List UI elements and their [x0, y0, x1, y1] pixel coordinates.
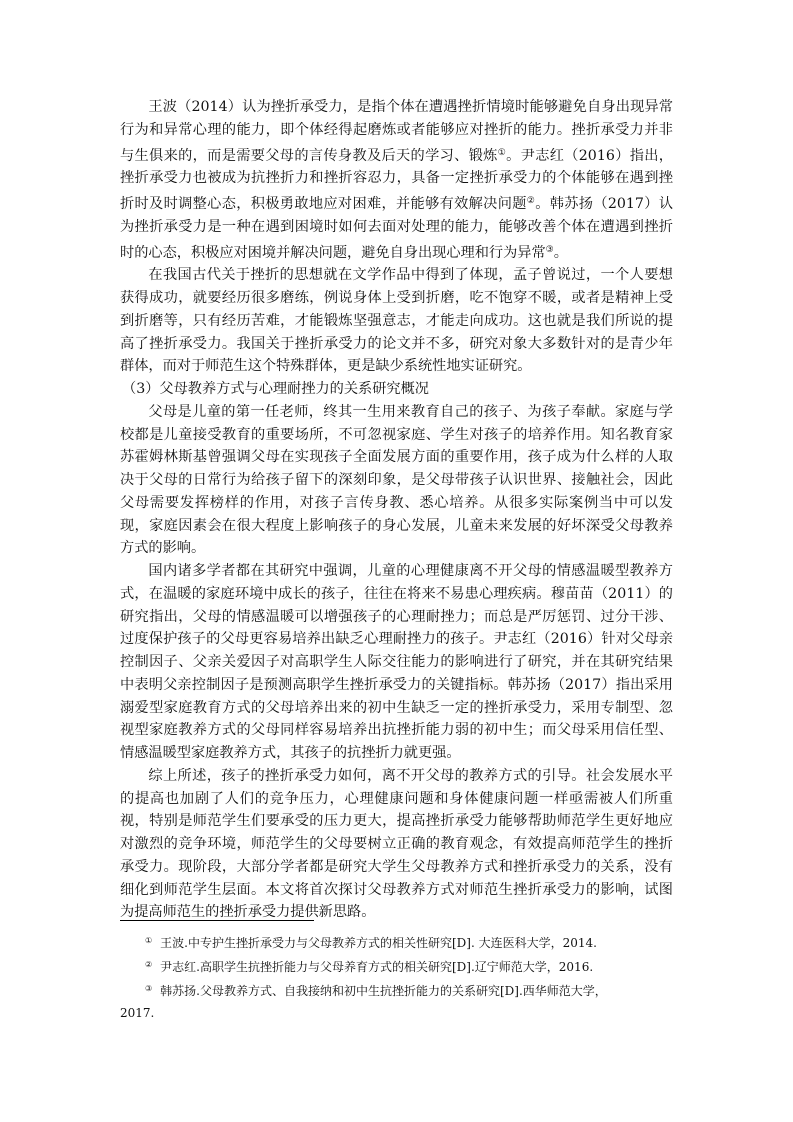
paragraph-1-text-a: 王波（2014）认为挫折承受力，是指个体在遭遇挫折情境时能够避免自身出现异常行为和异常心理的能力，即个体经得起磨炼或者能够应对挫折的能力。挫折承受力并非与生俱来的，而是需要父母的言传身教及后天的学习、锻炼: [120, 99, 673, 164]
paragraph-4: 国内诸多学者都在其研究中强调，儿童的心理健康离不开父母的情感温暖型教养方式，在温暖的家庭环境中成长的孩子，往往在将来不易患心理疾病。穆苗苗（2011）的研究指出，父母的情感温暖可以增强孩子的心理耐挫力；而总是严厉惩罚、过分干涉、过度保护孩子的父母更容易培养出缺乏心理耐挫力的孩子。尹志红（2016）针对父母亲控制因子、父亲关爱因子对高职学生人际交往能力的影响进行了研究，并在其研究结果中表明父亲控制因子是预测高职学生挫折承受力的关键指标。韩苏扬（2017）指出采用溺爱型家庭教育方式的父母培养出来的初中生缺乏一定的挫折承受力，采用专制型、忽视型家庭教养方式的父母同样容易培养出抗挫折能力弱的初中生；而父母采用信任型、情感温暖型家庭教养方式，其孩子的抗挫折力就更强。: [120, 563, 673, 761]
footnote-mark-1: ①: [145, 936, 153, 945]
paragraph-1-text-d: 。: [553, 244, 568, 261]
footnote-text-2: 尹志红.高职学生抗挫折能力与父母养育方式的相关研究[D].辽宁师范大学，2016.: [160, 960, 594, 974]
footnote-ref-1[interactable]: ①: [497, 147, 507, 158]
footnote-ref-3[interactable]: ③: [545, 244, 554, 255]
footnote-3: [120, 978, 673, 1024]
paragraph-1-text-c: 。韩苏扬（2017）认为挫折承受力是一种在遇到困境时如何去面对处理的能力，能够改善个体在遭遇到挫折时的心态，积极应对困境并解决问题，避免自身出现心理和行为异常: [120, 196, 674, 261]
paragraph-1-text-b: 。尹志红（2016）指出，挫折承受力也被成为抗挫折力和挫折容忍力，具备一定挫折承受力的个体能够在遇到挫折时及时调整心态，积极勇敢地应对困难，并能够有效解决问题: [120, 147, 673, 212]
footnote-text-3-continuation: 2017.: [120, 1006, 155, 1020]
footnote-mark-2: ②: [145, 960, 153, 969]
paragraph-1: [120, 96, 673, 264]
footnote-mark-3: ③: [145, 984, 153, 993]
paragraph-3: 父母是儿童的第一任老师，终其一生用来教育自己的孩子、为孩子奉献。家庭与学校都是儿童接受教育的重要场所，不可忽视家庭、学生对孩子的培养作用。知名教育家苏霍姆林斯基曾强调父母在实现孩子全面发展方面的重要作用，孩子成为什么样的人取决于父母的日常行为给孩子留下的深刻印象，是父母带孩子认识世界、接触社会，因此父母需要发挥榜样的作用，对孩子言传身教、悉心培养。从很多实际案例当中可以发现，家庭因素会在很大程度上影响孩子的身心发展，儿童未来发展的好坏深受父母教养方式的影响。: [120, 403, 673, 557]
footnotes: [120, 930, 673, 1024]
footnote-ref-2[interactable]: ②: [526, 196, 536, 206]
footnote-1: [120, 930, 673, 954]
footnote-text-3: 韩苏扬.父母教养方式、自我接纳和初中生抗挫折能力的关系研究[D].西华师范大学，: [160, 984, 607, 998]
main-body-text: [120, 96, 673, 924]
paragraph-5: 综上所述，孩子的挫折承受力如何，离不开父母的教养方式的引导。社会发展水平的提高也加剧了人们的竞争压力，心理健康问题和身体健康问题一样亟需被人们所重视，特别是师范学生们要承受的压力更大，提高挫折承受力能够帮助师范学生更好地应对激烈的竞争环境，师范学生的父母要树立正确的教育观念，有效提高师范学生的挫折承受力。现阶段，大部分学者都是研究大学生父母教养方式和挫折承受力的关系，没有细化到师范学生层面。本文将首次探讨父母教养方式对师范生挫折承受力的影响，试图为提高师范生的挫折承受力提供新思路。: [120, 767, 673, 921]
footnote-2: [120, 954, 673, 978]
footnote-text-1: 王波.中专护生挫折承受力与父母教养方式的相关性研究[D]. 大连医科大学，2014.: [160, 936, 597, 950]
footnote-divider: [120, 920, 314, 921]
paragraph-2: 在我国古代关于挫折的思想就在文学作品中得到了体现，孟子曾说过，一个人要想获得成功，就要经历很多磨练，例说身体上受到折磨，吃不饱穿不暖，或者是精神上受到折磨等，只有经历苦难，才能锻炼坚强意志，才能走向成功。这也就是我们所说的提高了挫折承受力。我国关于挫折承受力的论文并不多，研究对象大多数针对的是青少年群体，而对于师范生这个特殊群体，更是缺少系统性地实证研究。: [120, 267, 673, 375]
section-heading-3: （3）父母教养方式与心理耐挫力的关系研究概况: [122, 381, 429, 397]
